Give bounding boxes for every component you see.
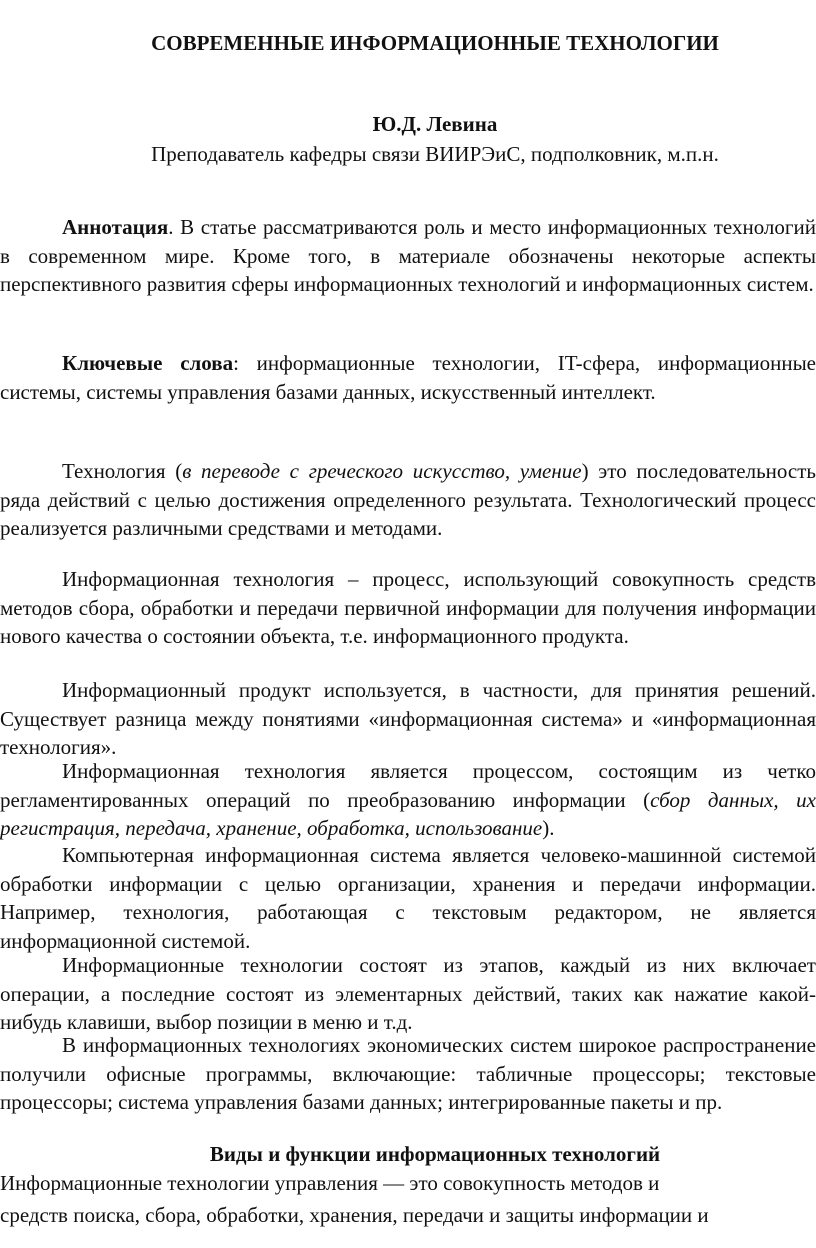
body-paragraph-1 <box>0 457 816 543</box>
abstract-paragraph <box>0 213 816 299</box>
author-affiliation: Преподаватель кафедры связи ВИИРЭиС, подполковник, м.п.н. <box>151 142 719 166</box>
keywords-paragraph <box>0 349 816 406</box>
section-line-2: средств поиска, сбора, обработки, хранения, передачи и защиты информации и <box>0 1203 709 1227</box>
section-heading: Виды и функции информационных технологий <box>209 1142 661 1166</box>
body-paragraph-3: Информационный продукт используется, в частности, для принятия решений. Существует разница между понятиями «информационная система» и «информационная технология». <box>0 678 816 759</box>
body-paragraph-2: Информационная технология – процесс, использующий совокупность средств методов сбора, обработки и передачи первичной информации для получения информации нового качества о состоянии объекта, т.е. информационного продукта. <box>0 567 816 648</box>
keywords-text: : информационные технологии, IT-сфера, информационные системы, системы управления базами данных, искусственный интеллект. <box>0 351 816 404</box>
body-paragraph-6: Информационные технологии состоят из этапов, каждый из них включает операции, а последние состоят из элементарных действий, таких как нажатие какой-нибудь клавиши, выбор позиции в меню и т.д. <box>0 953 816 1034</box>
body-paragraph-7: В информационных технологиях экономических систем широкое распространение получили офисные программы, включающие: табличные процессоры; текстовые процессоры; система управления базами данных; интегрированные пакеты и пр. <box>0 1033 816 1114</box>
keywords-label: Ключевые слова <box>62 351 234 375</box>
abstract-text: . В статье рассматриваются роль и место информационных технологий в современном мире. Кроме того, в материале обозначены некоторые аспекты перспективного развития сферы информационных технологий и информационных систем. <box>0 215 816 296</box>
p4-before: Информационная технология является процессом, состоящим из четко регламентированных операций по преобразованию информации ( <box>0 759 816 812</box>
p1-after: ) это последовательность ряда действий с целью достижения определенного результата. Технологический процесс реализуется различными средствами и методами. <box>0 459 816 540</box>
body-paragraph-4 <box>0 757 816 843</box>
paper-title: СОВРЕМЕННЫЕ ИНФОРМАЦИОННЫЕ ТЕХНОЛОГИИ <box>151 31 719 55</box>
p1-before: Технология ( <box>62 459 183 483</box>
p1-italic: в переводе с греческого искусство, умение <box>182 459 582 483</box>
author-name: Ю.Д. Левина <box>372 112 498 136</box>
p4-after: ). <box>542 816 555 840</box>
section-line-1: Информационные технологии управления — это совокупность методов и <box>0 1171 660 1195</box>
abstract-label: Аннотация <box>62 215 169 239</box>
body-paragraph-5: Компьютерная информационная система является человеко-машинной системой обработки информации с целью организации, хранения и передачи информации. Например, технология, работающая с текстовым редактором, не является информационной системой. <box>0 843 816 953</box>
p4-italic: сбор данных, их регистрация, передача, хранение, обработка, использование <box>0 787 816 840</box>
